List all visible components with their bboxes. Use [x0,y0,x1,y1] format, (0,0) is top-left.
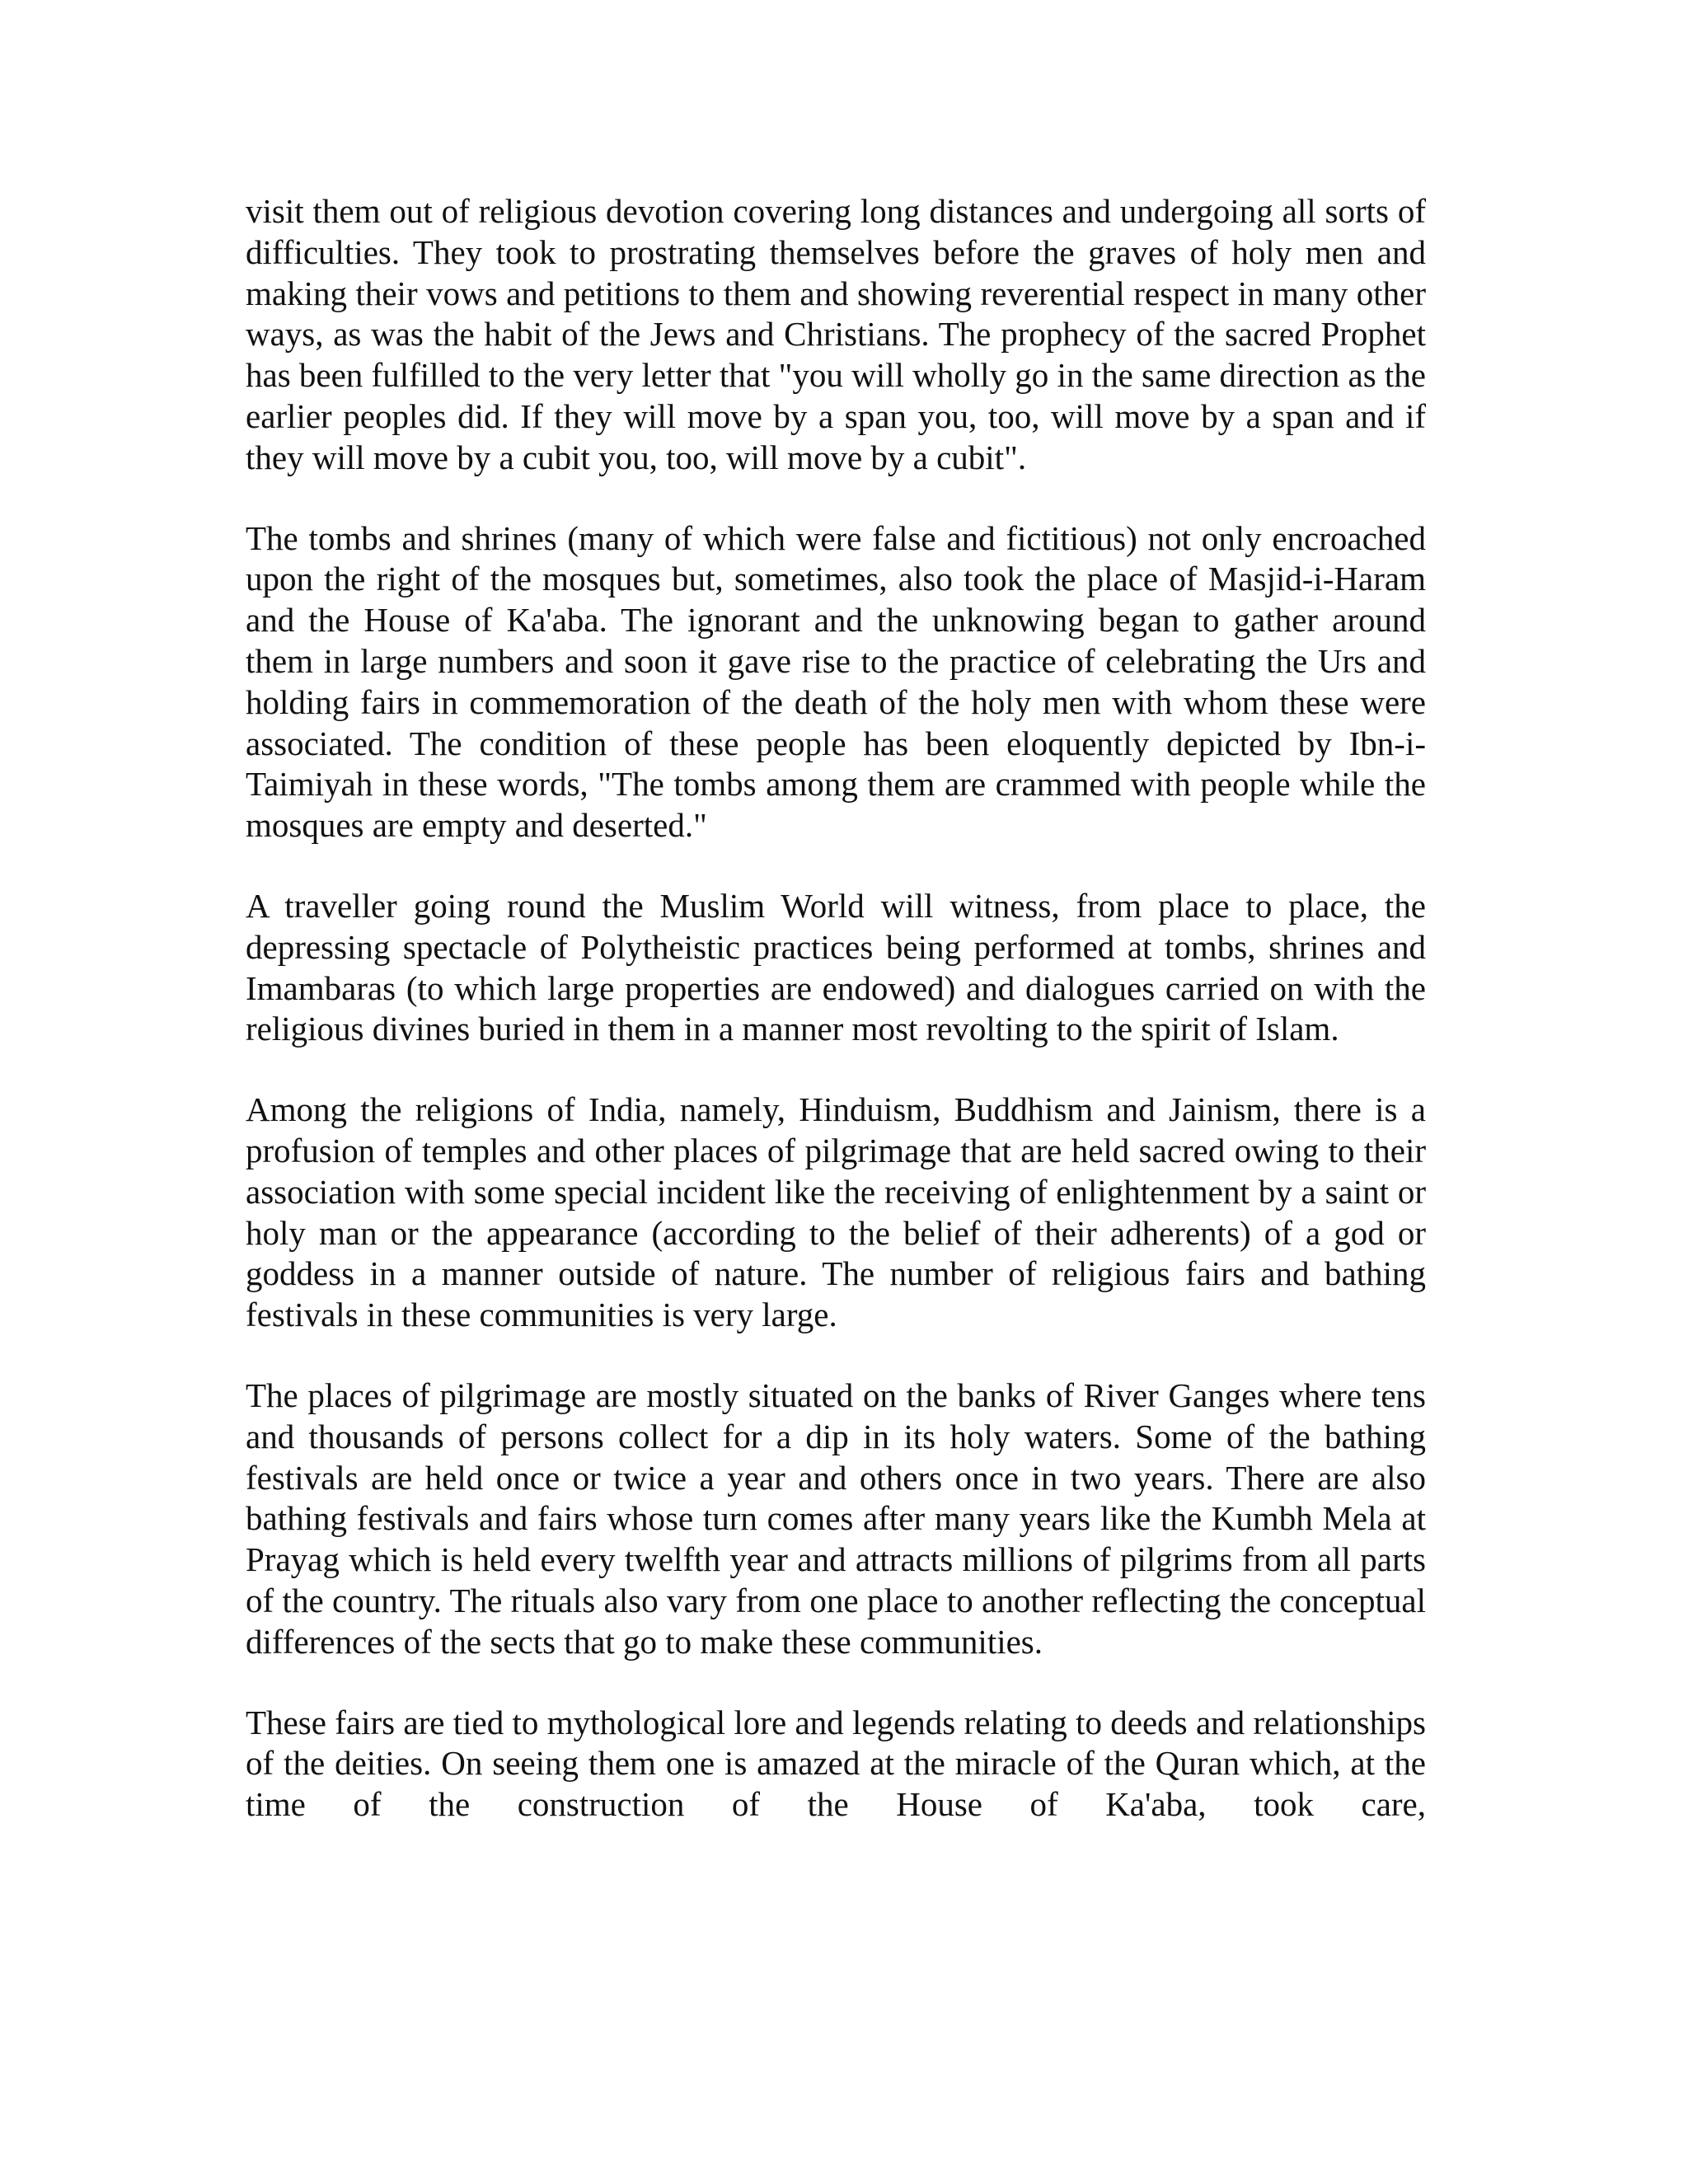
paragraph-1: visit them out of religious devotion covering long distances and undergoing all sorts of difficulties. They took to prostrating themselves before the graves of holy men and making their vows and petitions to them and showing reverential respect in many other ways, as was the habit of the Jews and Christians. The prophecy of the sacred Prophet has been fulfilled to the very letter that "you will wholly go in the same direction as the earlier peoples did. If they will move by a span you, too, will move by a span and if they will move by a cubit you, too, will move by a cubit". [246,192,1426,476]
paragraph-2: The tombs and shrines (many of which were false and fictitious) not only encroached upon the right of the mosques but, sometimes, also took the place of Masjid-i-Haram and the House of Ka'aba. The ignorant and the unknowing began to gather around them in large numbers and soon it gave rise to the practice of celebrating the Urs and holding fairs in commemoration of the death of the holy men with whom these were associated. The condition of these people has been eloquently depicted by Ibn-i-Taimiyah in these words, "The tombs among them are crammed with people while the mosques are empty and deserted." [246,518,1426,845]
paragraph-3: A traveller going round the Muslim World will witness, from place to place, the depressing spectacle of Polytheistic practices being performed at tombs, shrines and Imambaras (to which large properties are endowed) and dialogues carried on with the religious divines buried in them in a manner most revolting to the spirit of Islam. [246,886,1426,1048]
paragraph-4: Among the religions of India, namely, Hinduism, Buddhism and Jainism, there is a profusion of temples and other places of pilgrimage that are held sacred owing to their association with some special incident like the receiving of enlightenment by a saint or holy man or the appearance (according to the belief of their adherents) of a god or goddess in a manner outside of nature. The number of religious fairs and bathing festivals in these communities is very large. [246,1090,1426,1334]
paragraph-6: These fairs are tied to mythological lore and legends relating to deeds and relationships of the deities. On seeing them one is amazed at the miracle of the Quran which, at the time of the construction of the House of Ka'aba, took care, [246,1703,1426,1824]
body-text [246,191,1426,1825]
paragraph-5: The places of pilgrimage are mostly situated on the banks of River Ganges where tens and thousands of persons collect for a dip in its holy waters. Some of the bathing festivals are held once or twice a year and others once in two years. There are also bathing festivals and fairs whose turn comes after many years like the Kumbh Mela at Prayag which is held every twelfth year and attracts millions of pilgrims from all parts of the country. The rituals also vary from one place to another reflecting the conceptual differences of the sects that go to make these communities. [246,1376,1426,1661]
